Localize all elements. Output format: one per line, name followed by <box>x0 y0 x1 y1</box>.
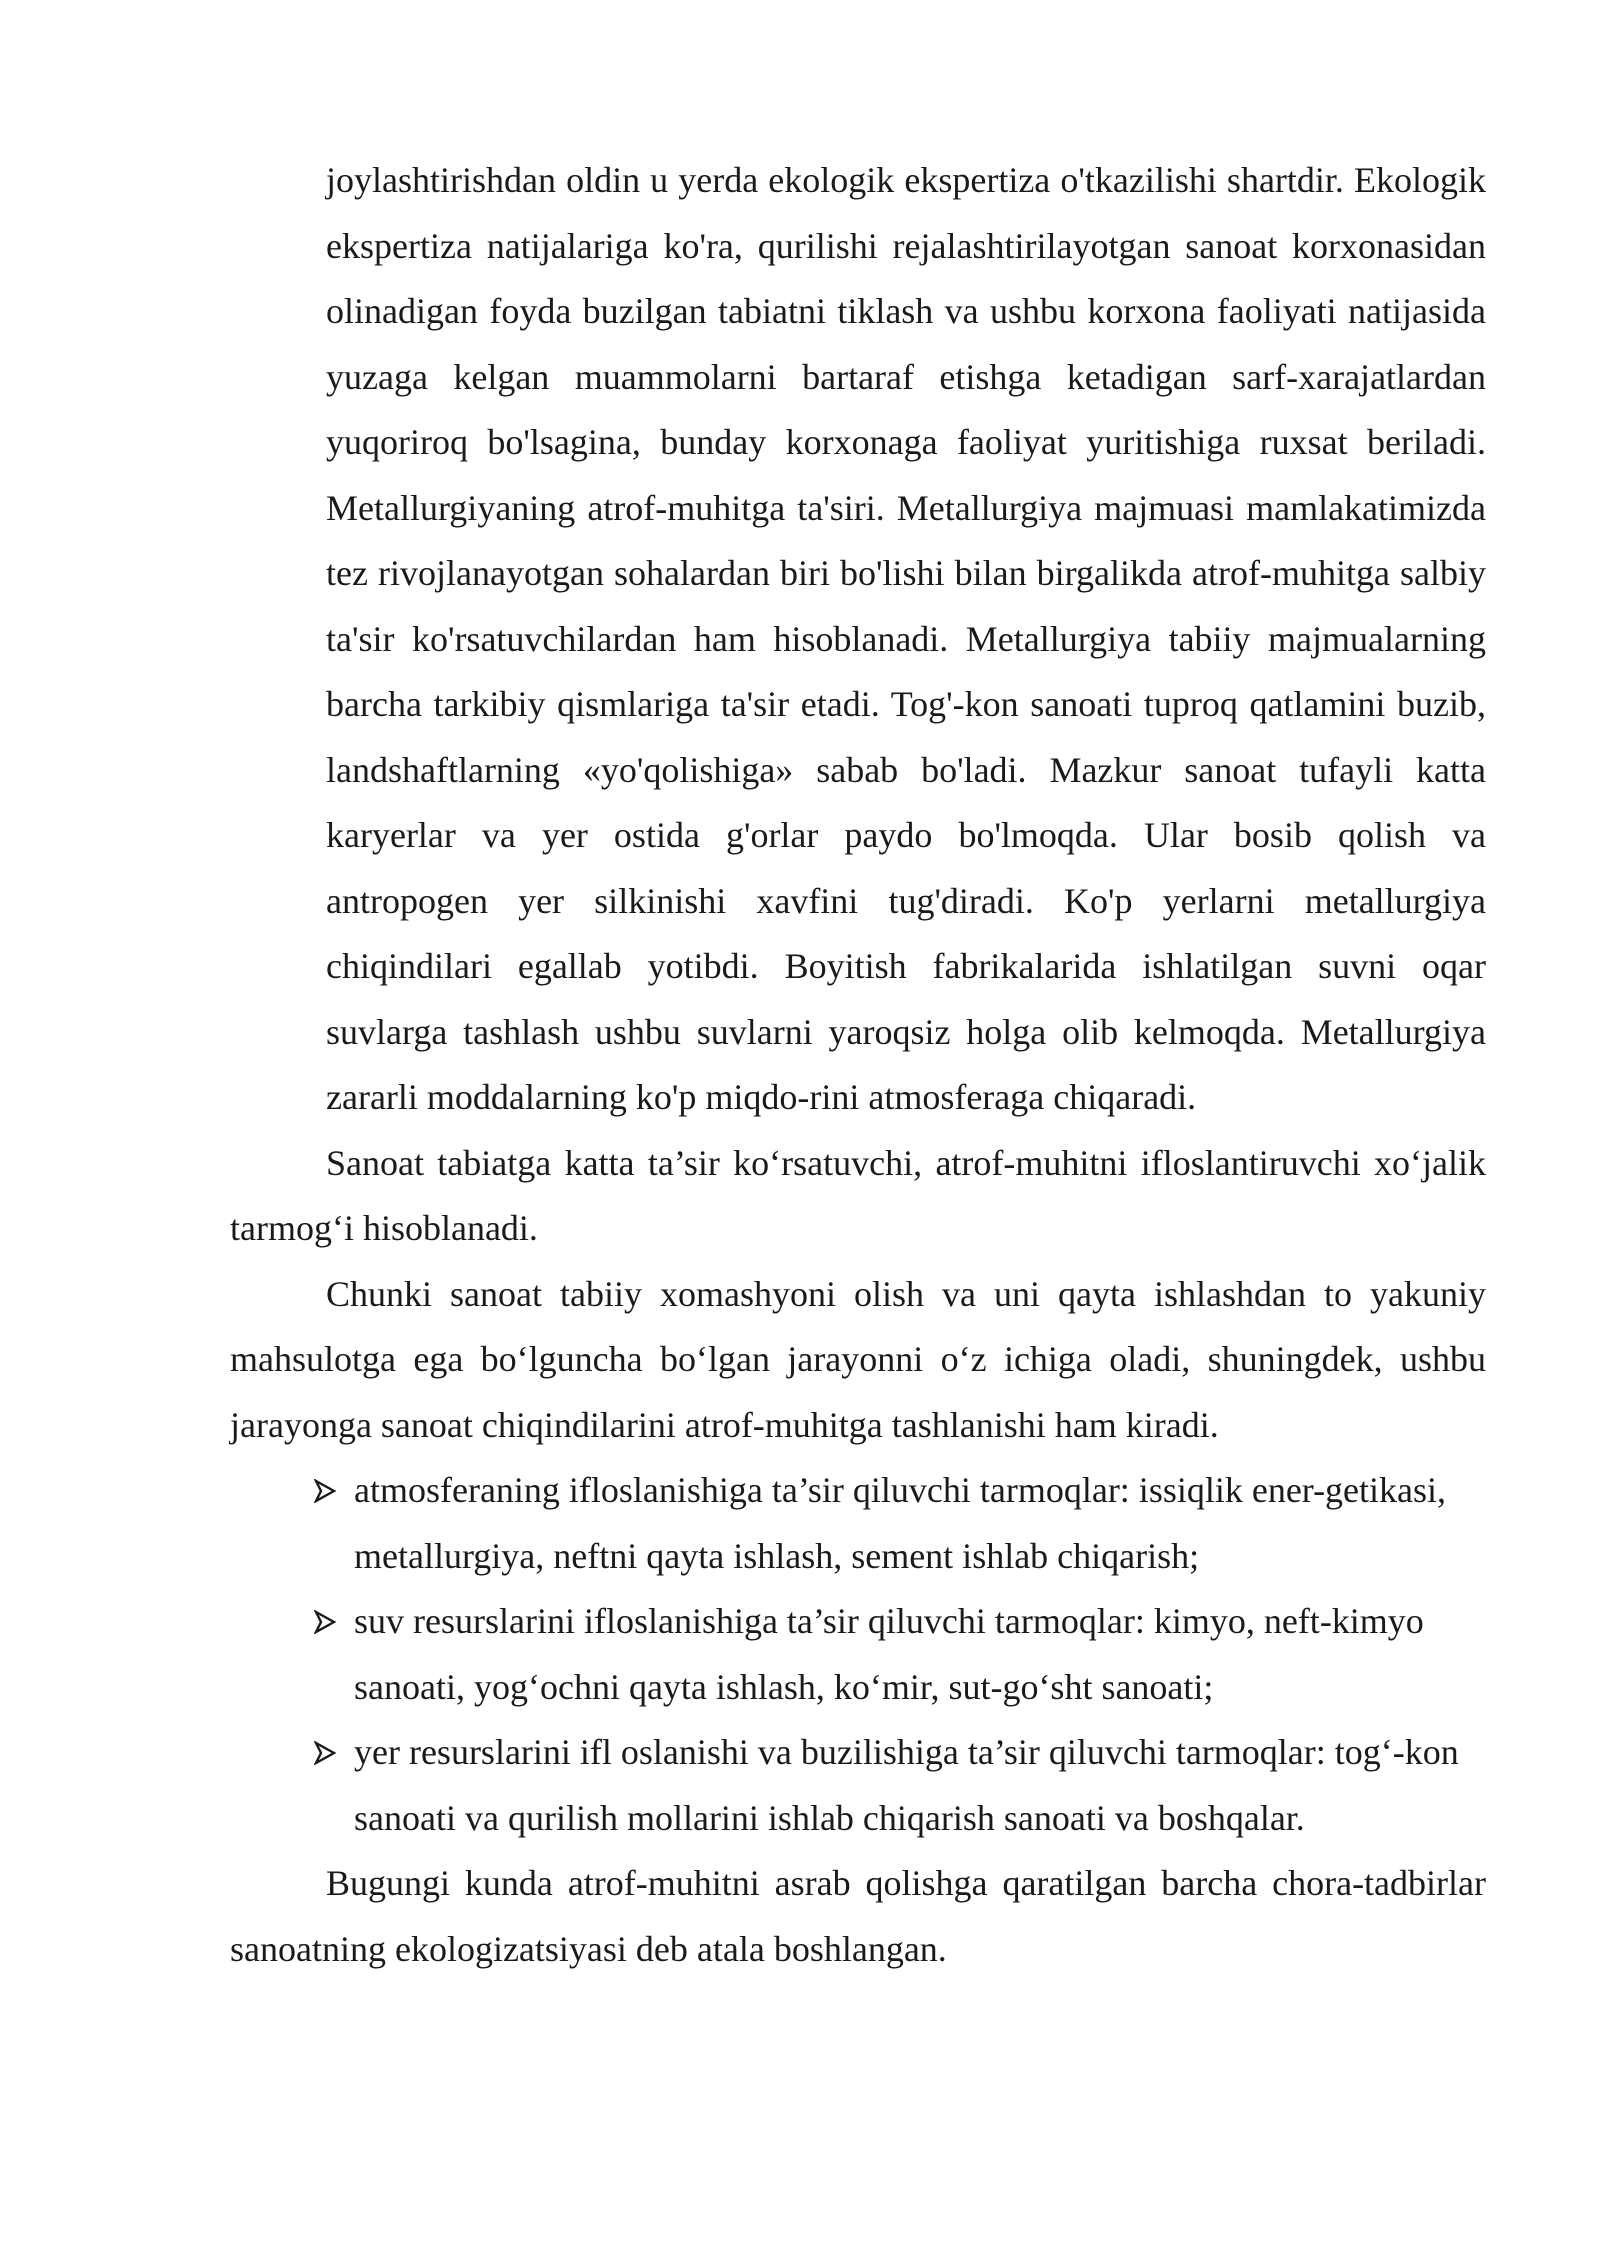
page-body <box>230 148 1486 1982</box>
continued-paragraph: joylashtirishdan oldin u yerda ekologik ekspertiza o'tkazilishi shartdir. Ekologik ekspertiza natijalariga ko'ra, qurilishi rejalashtirilayotgan sanoat korxonasidan olinadigan foyda buzilgan tabiatni tiklash va ushbu korxona faoliyati natijasida yuzaga kelgan muammolarni bartaraf etishga ketadigan sarf-xarajatlardan yuqoriroq bo'lsagina, bunday korxonaga faoliyat yuritishiga ruxsat beriladi. Metallurgiyaning atrof-muhitga ta'siri. Metallurgiya majmuasi mamlakatimizda tez rivojlanayotgan sohalardan biri bo'lishi bilan birgalikda atrof-muhitga salbiy ta'sir ko'rsatuvchilardan ham hisoblanadi. Metallurgiya tabiiy majmualarning barcha tarkibiy qismlariga ta'sir etadi. Tog'-kon sanoati tuproq qatlamini buzib, landshaftlarning «yo'qolishiga» sabab bo'ladi. Mazkur sanoat tufayli katta karyerlar va yer ostida g'orlar paydo bo'lmoqda. Ular bosib qolish va antropogen yer silkinishi xavfini tug'diradi. Ko'p yerlarni metallurgiya chiqindilari egallab yotibdi. Boyitish fabrikalarida ishlatilgan suvni oqar suvlarga tashlash ushbu suvlarni yaroqsiz holga olib kelmoqda. Metallurgiya zararli moddalarning ko'p miqdo-rini atmosferaga chiqaradi. <box>326 160 1486 1117</box>
arrowhead-bullet-icon <box>310 1458 340 1524</box>
list-item <box>230 1589 1486 1720</box>
paragraph-industry-impact: Sanoat tabiatga katta ta’sir ko‘rsatuvchi, atrof-muhitni ifloslantiruvchi xo‘jalik tarmog‘i hisoblanadi. <box>230 1142 1486 1248</box>
arrowhead-bullet-icon <box>310 1720 340 1786</box>
arrowhead-bullet-icon <box>310 1589 340 1655</box>
list-item <box>230 1458 1486 1589</box>
list-item-text: atmosferaning ifloslanishiga ta’sir qiluvchi tarmoqlar: issiqlik ener-getikasi, metallurgiya, neftni qayta ishlash, sement ishlab chiqarish; <box>354 1470 1447 1576</box>
list-item <box>230 1720 1486 1851</box>
industry-branches-list <box>230 1458 1486 1851</box>
paragraph-because: Chunki sanoat tabiiy xomashyoni olish va uni qayta ishlashdan to yakuniy mahsulotga ega bo‘lguncha bo‘lgan jarayonni o‘z ichiga oladi, shuningdek, ushbu jarayonga sanoat chiqindilarini atrof-muhitga tashlanishi ham kiradi. <box>230 1273 1486 1445</box>
paragraph-today: Bugungi kunda atrof-muhitni asrab qolishga qaratilgan barcha chora-tadbirlar sanoatning ekologizatsiyasi deb atala boshlangan. <box>230 1863 1486 1969</box>
list-item-text: yer resurslarini ifl oslanishi va buzilishiga ta’sir qiluvchi tarmoqlar: tog‘-kon sanoati va qurilish mollarini ishlab chiqarish sanoati va boshqalar. <box>354 1732 1459 1838</box>
list-item-text: suv resurslarini ifloslanishiga ta’sir qiluvchi tarmoqlar: kimyo, neft-kimyo sanoati, yog‘ochni qayta ishlash, ko‘mir, sut-go‘sht sanoati; <box>354 1601 1424 1707</box>
